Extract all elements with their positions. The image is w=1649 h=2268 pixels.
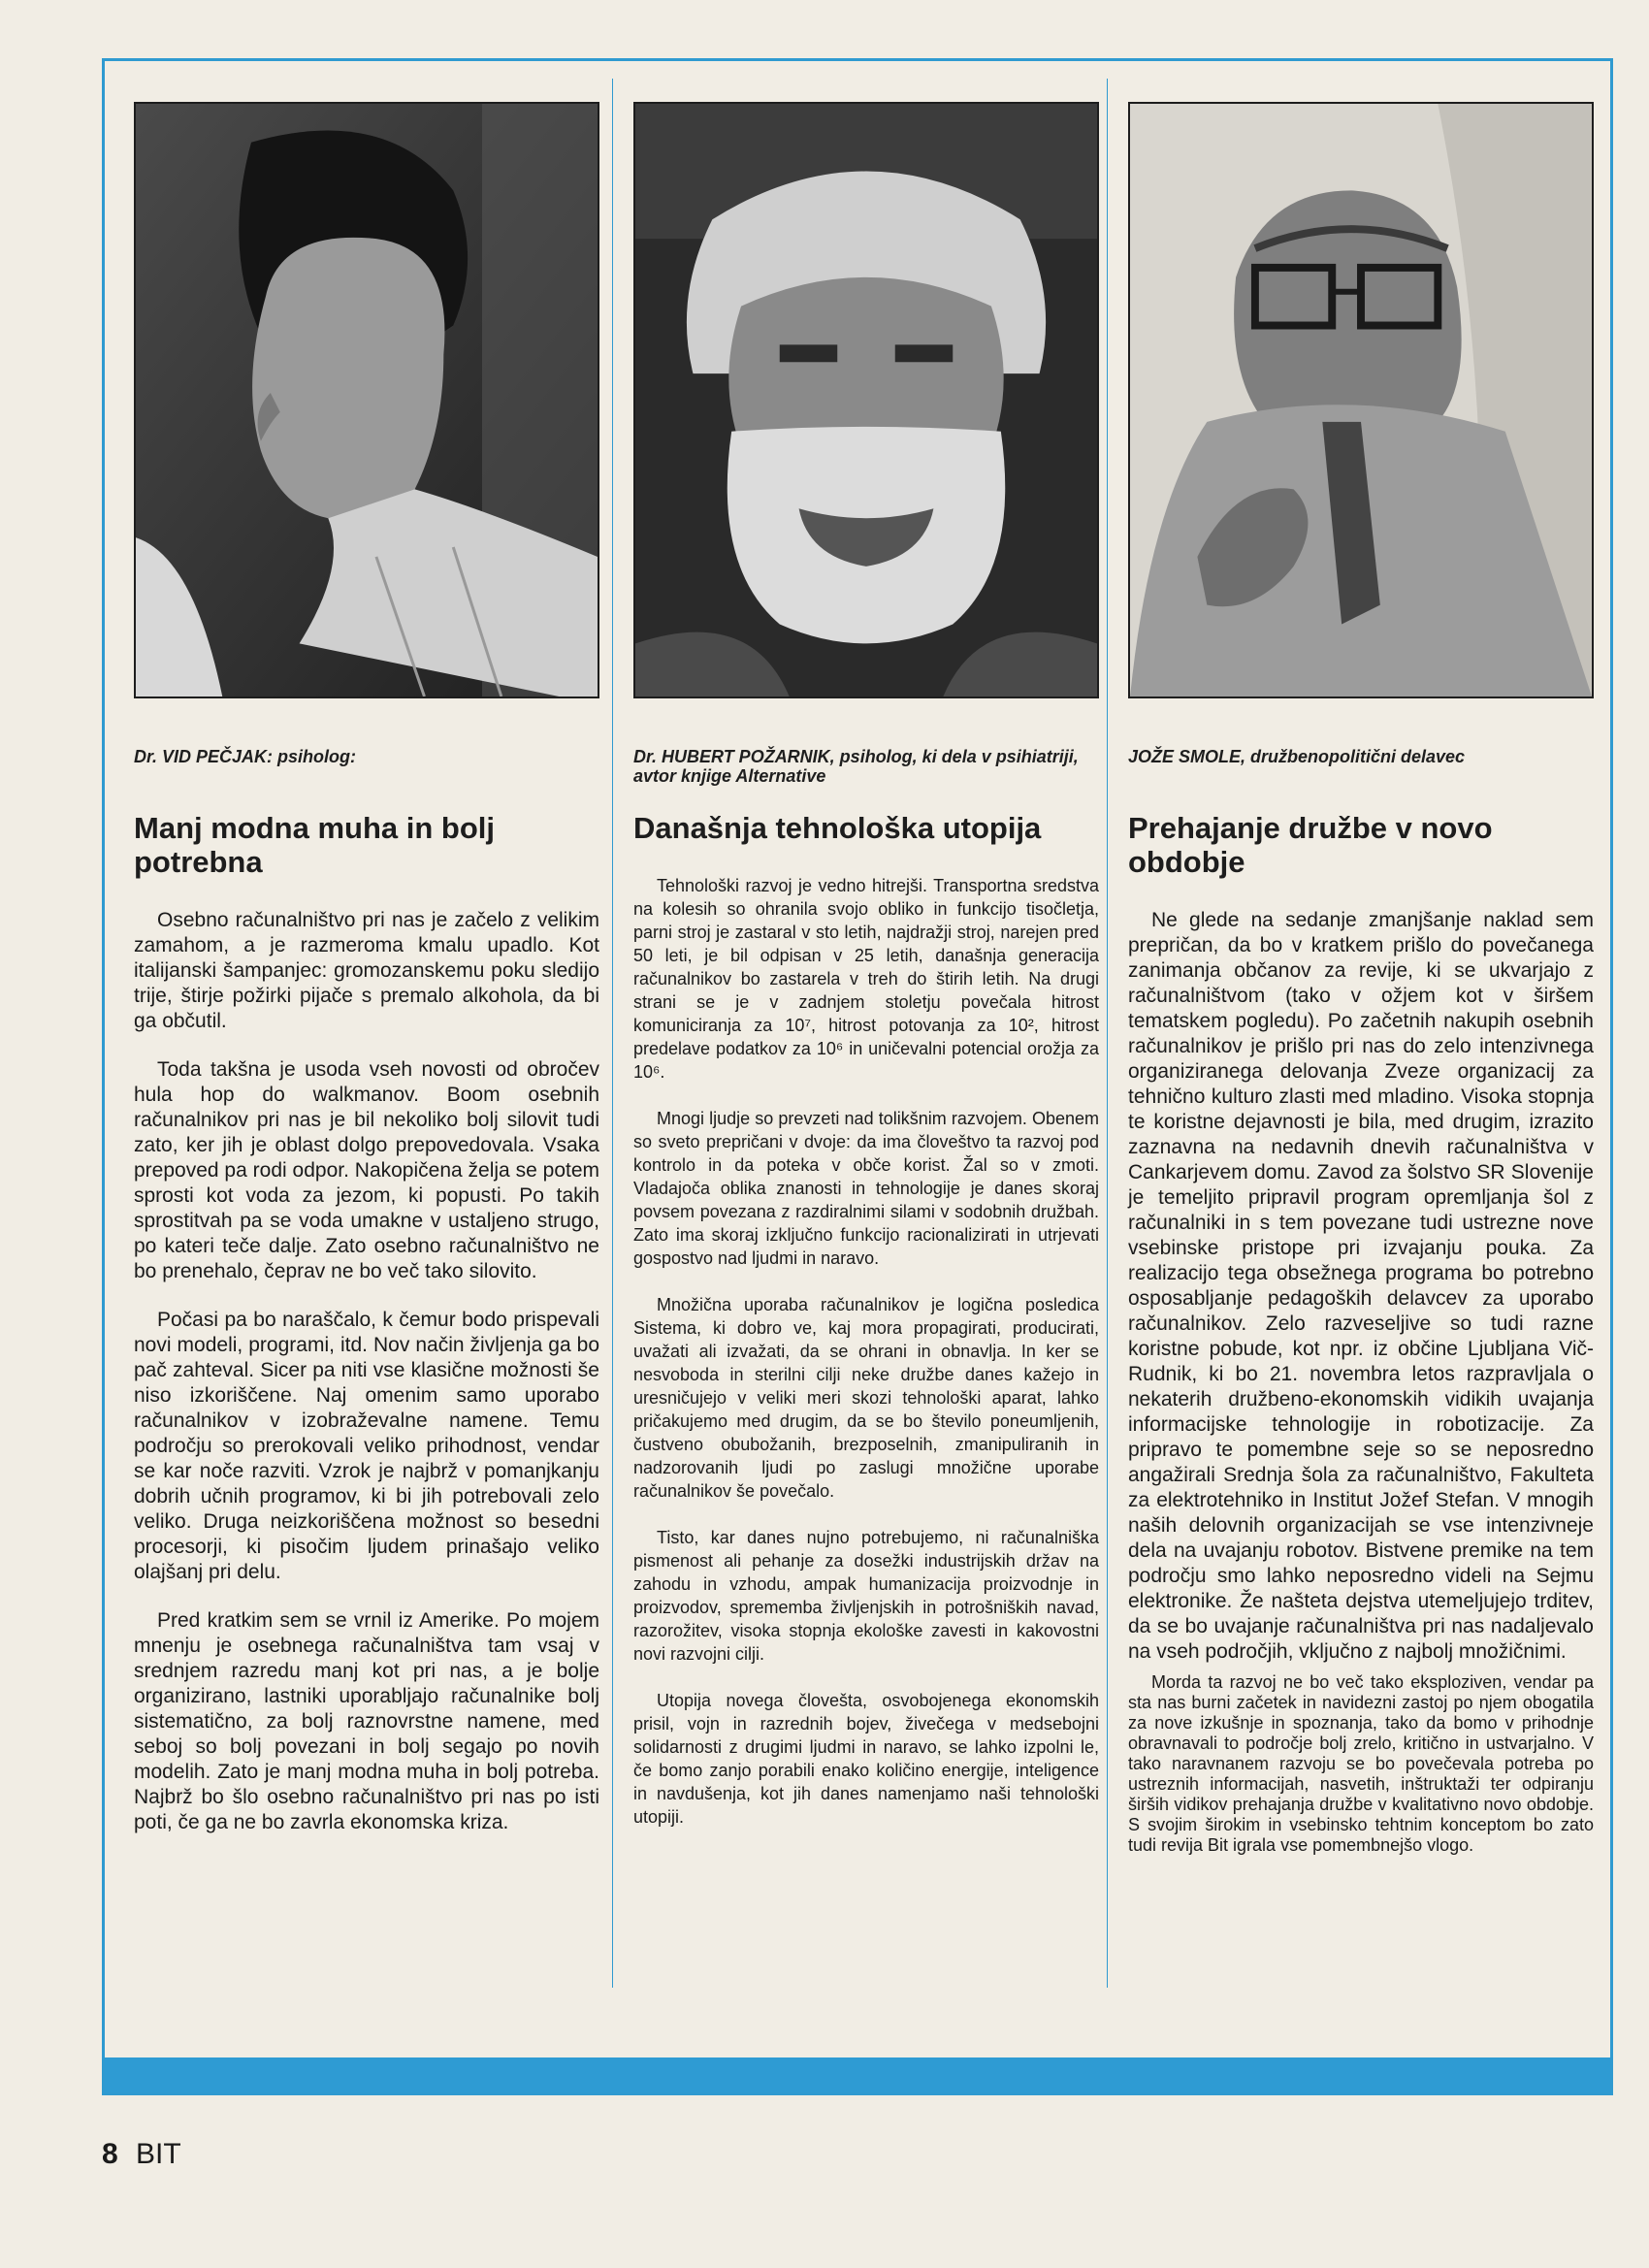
- column-smole: [1128, 102, 1594, 1856]
- article-headline: Manj modna muha in bolj potrebna: [134, 811, 495, 879]
- column-pozarnik: [633, 102, 1099, 1852]
- paragraph: Mnogi ljudje so prevzeti nad tolikšnim razvojem. Obenem so sveto prepričani v dvoje: da ima človeštvo ta razvoj pod kontrolo in da poteka v obče korist. Žal so v zmoti. Vladajoča oblika znanosti in tehnologije je danes skoraj povsem povezana z razdiralnimi silami v sodobnih družbah. Zato ima skoraj izključno funkcijo racionalizirati in utrjevati gospostvo nad ljudmi in naravo.: [633, 1109, 1099, 1268]
- portrait-image: [136, 104, 598, 697]
- column-pecjak: [134, 102, 599, 1859]
- paragraph: Osebno računalništvo pri nas je začelo z velikim zamahom, a je razmeroma kmalu upadlo. Kot italijanski šampanjec: gromozanskemu poku sledijo trije, štirje požirki pijače s premalo alkohola, da bi ga občutil.: [134, 909, 599, 1032]
- page-number: 8: [102, 2138, 118, 2170]
- portrait-caption: Dr. HUBERT POŽARNIK, psiholog, ki dela v psihiatriji, avtor knjige Alternative: [633, 747, 1079, 786]
- paragraph: Tisto, kar danes nujno potrebujemo, ni računalniška pismenost ali pehanje za dosežki industrijskih držav na zahodu in vzhodu, ampak humanizacija proizvodnje in proizvodov, sprememba življenjskih in potrošniških navad, razorožitev, visoka stopnja ekološke zavesti in kakovostni novi razvojni cilji.: [633, 1528, 1099, 1664]
- paragraph: Morda ta razvoj ne bo več tako eksploziven, vendar pa sta nas burni začetek in navidezni zastoj po njem obogatila za nove izkušnje in spoznanja, tako da bomo v prihodnje obravnavali to področje bolj zrelo, kritično in ustvarjalno. V tako naravnanem razvoju se bo povečevala potreba po ustreznih informacijah, nasvetih, inštruktaži ter odpiranju širših vidikov prehajanja družbe v kvalitativno novo obdobje. S svojim širokim in vsebinsko tehtnim konceptom bo zato tudi revija Bit igrala vse pomembnejšo vlogo.: [1128, 1672, 1594, 1855]
- paragraph: Utopija novega človešta, osvobojenega ekonomskih prisil, vojn in razrednih bojev, živečega v medsebojni solidarnosti z drugimi ljudmi in naravo, se lahko izpolni le, če bomo zanjo porabili enako količino energije, inteligence in navdušenja, kot jih danes namenjamo naši tehnološki utopiji.: [633, 1691, 1099, 1827]
- paragraph: Množična uporaba računalnikov je logična posledica Sistema, ki dobro ve, kaj mora propagirati, producirati, uvažati ali izvažati, da se ohrani in obnavlja. In ker se nesvoboda in sterilni cilji neke družbe danes kažejo in uresničujejo v veliki meri skozi tehnološki aparat, lahko pričakujemo med drugim, da se bo število poneumljenih, čustveno obubožanih, brezposelnih, zmanipuliranih in nadzorovanih ljudi po zaslugi množične uporabe računalnikov še povečalo.: [633, 1295, 1099, 1501]
- paragraph: Pred kratkim sem se vrnil iz Amerike. Po mojem mnenju je osebnega računalništva tam vsaj v srednjem razredu manj kot pri nas, a je bolje organizirano, lastniki uporabljajo računalnike bolj sistematično, za bolj raznovrstne namene, med seboj so bolj povezani in bolj segajo po novih modelih. Zato je manj modna muha in bolj potreba. Najbrž bo šlo osebno računalništvo pri nas po isti poti, če ga ne bo zavrla ekonomska kriza.: [134, 1609, 599, 1833]
- paragraph: Toda takšna je usoda vseh novosti od obročev hula hop do walkmanov. Boom osebnih računalnikov pri nas je bil nekoliko bolj silovit tudi zato, ker jih je oblast dolgo prepovedovala. Vsaka prepoved pa rodi odpor. Nakopičena želja se potem sprosti kot voda za jezom, ki popusti. Po takih sprostitvah pa se voda umakne v ustaljeno strugo, po kateri teče dalje. Zato osebno računalništvo ne bo prenehalo, čeprav ne bo več tako silovito.: [134, 1058, 599, 1282]
- portrait-image: [1130, 104, 1592, 697]
- portrait-photo-pozarnik: [633, 102, 1099, 698]
- portrait-photo-pecjak: [134, 102, 599, 698]
- paragraph: Tehnološki razvoj je vedno hitrejši. Transportna sredstva na kolesih so ohranila svojo obliko in funkcijo tisočletja, parni stroj je zastaral v sto letih, najdražji stroj, narejen pred 50 leti, je bil odpisan v 25 letih, današnja generacija računalnikov bo zastarela v treh do štirih letih. Na drugi strani se je v zadnjem stoletju povečala hitrost komuniciranja za 10⁷, hitrost potovanja za 10², hitrost predelave podatkov za 10⁶ in uničevalni potencial orožja za 10⁶.: [633, 876, 1099, 1082]
- page-folio: [102, 2138, 181, 2171]
- accent-bar: [105, 2057, 1610, 2092]
- portrait-image: [635, 104, 1097, 697]
- article-body: [134, 908, 599, 1835]
- portrait-photo-smole: [1128, 102, 1594, 698]
- article-headline: Prehajanje družbe v novo obdobje: [1128, 811, 1493, 879]
- portrait-caption: JOŽE SMOLE, družbenopolitični delavec: [1128, 747, 1466, 766]
- article-body: [633, 874, 1099, 1829]
- portrait-caption: Dr. VID PEČJAK: psiholog:: [134, 747, 357, 766]
- magazine-name: BIT: [136, 2138, 181, 2170]
- article-frame: [102, 58, 1613, 2095]
- paragraph: Počasi pa bo naraščalo, k čemur bodo prispevali novi modeli, programi, itd. Nov način življenja ga bo pač zahteval. Sicer pa niti vse klasične možnosti še niso izkoriščene. Naj omenim samo uporabo računalnikov v izobraževalne namene. Temu področju so prerokovali veliko prihodnost, vendar se kar noče razviti. Vzrok je najbrž v pomanjkanju dobrih učnih programov, ki bi jih potrebovali zelo veliko. Druga neizkoriščena možnost so besedni procesorji, ki pisočim ljudem prinašajo veliko olajšanj pri delu.: [134, 1309, 599, 1583]
- paragraph: Ne glede na sedanje zmanjšanje naklad sem prepričan, da bo v kratkem prišlo do povečanega zanimanja občanov za revije, ki se ukvarjajo z računalništvom (tako v ožjem kot v širšem tematskem pogledu). Po začetnih nakupih osebnih računalnikov je prišlo pri nas do zelo intenzivnega organiziranega delovanja Zveze organizacij za tehnično kulturo zlasti med mladino. Visoka stopnja te koristne dejavnosti je bila, med drugim, izrazito zaznavna na nedavnih dnevih računalništva v Cankarjevem domu. Zavod za šolstvo SR Slovenije je temeljito pripravil program opremljanja šol z računalniki in s tem povezane tudi ustrezne nove vsebinske pristope pri izvajanju pouka. Za realizacijo tega obsežnega programa bo potrebno osposabljanje pedagoških delavcev za uporabo računalnikov. Zelo razveseljive so tudi razne koristne pobude, kot npr. iz občine Ljubljana Vič-Rudnik, ki bo 21. novembra letos razpravljala o nekaterih družbeno-ekonomskih vidikih uvajanja informacijske tehnologije in robotizacije. Za pripravo te pomembne seje so se neposredno angažirali Srednja šola za računalništvo, Fakulteta za elektrotehniko in Institut Jožef Stefan. V mnogih naših delovnih organizacijah se vse intenzivneje dela na uvajanju robotov. Bistvene premike na tem področju smo lahko neposredno videli na Sejmu elektronike. Že našteta dejstva utemeljujejo trditev, da se bo uvajanje računalništva pri nas nadaljevalo na vseh področjih, vključno z najbolj množičnimi.: [1128, 909, 1594, 1663]
- article-body: [1128, 908, 1594, 1856]
- article-headline: Današnja tehnološka utopija: [633, 811, 1042, 845]
